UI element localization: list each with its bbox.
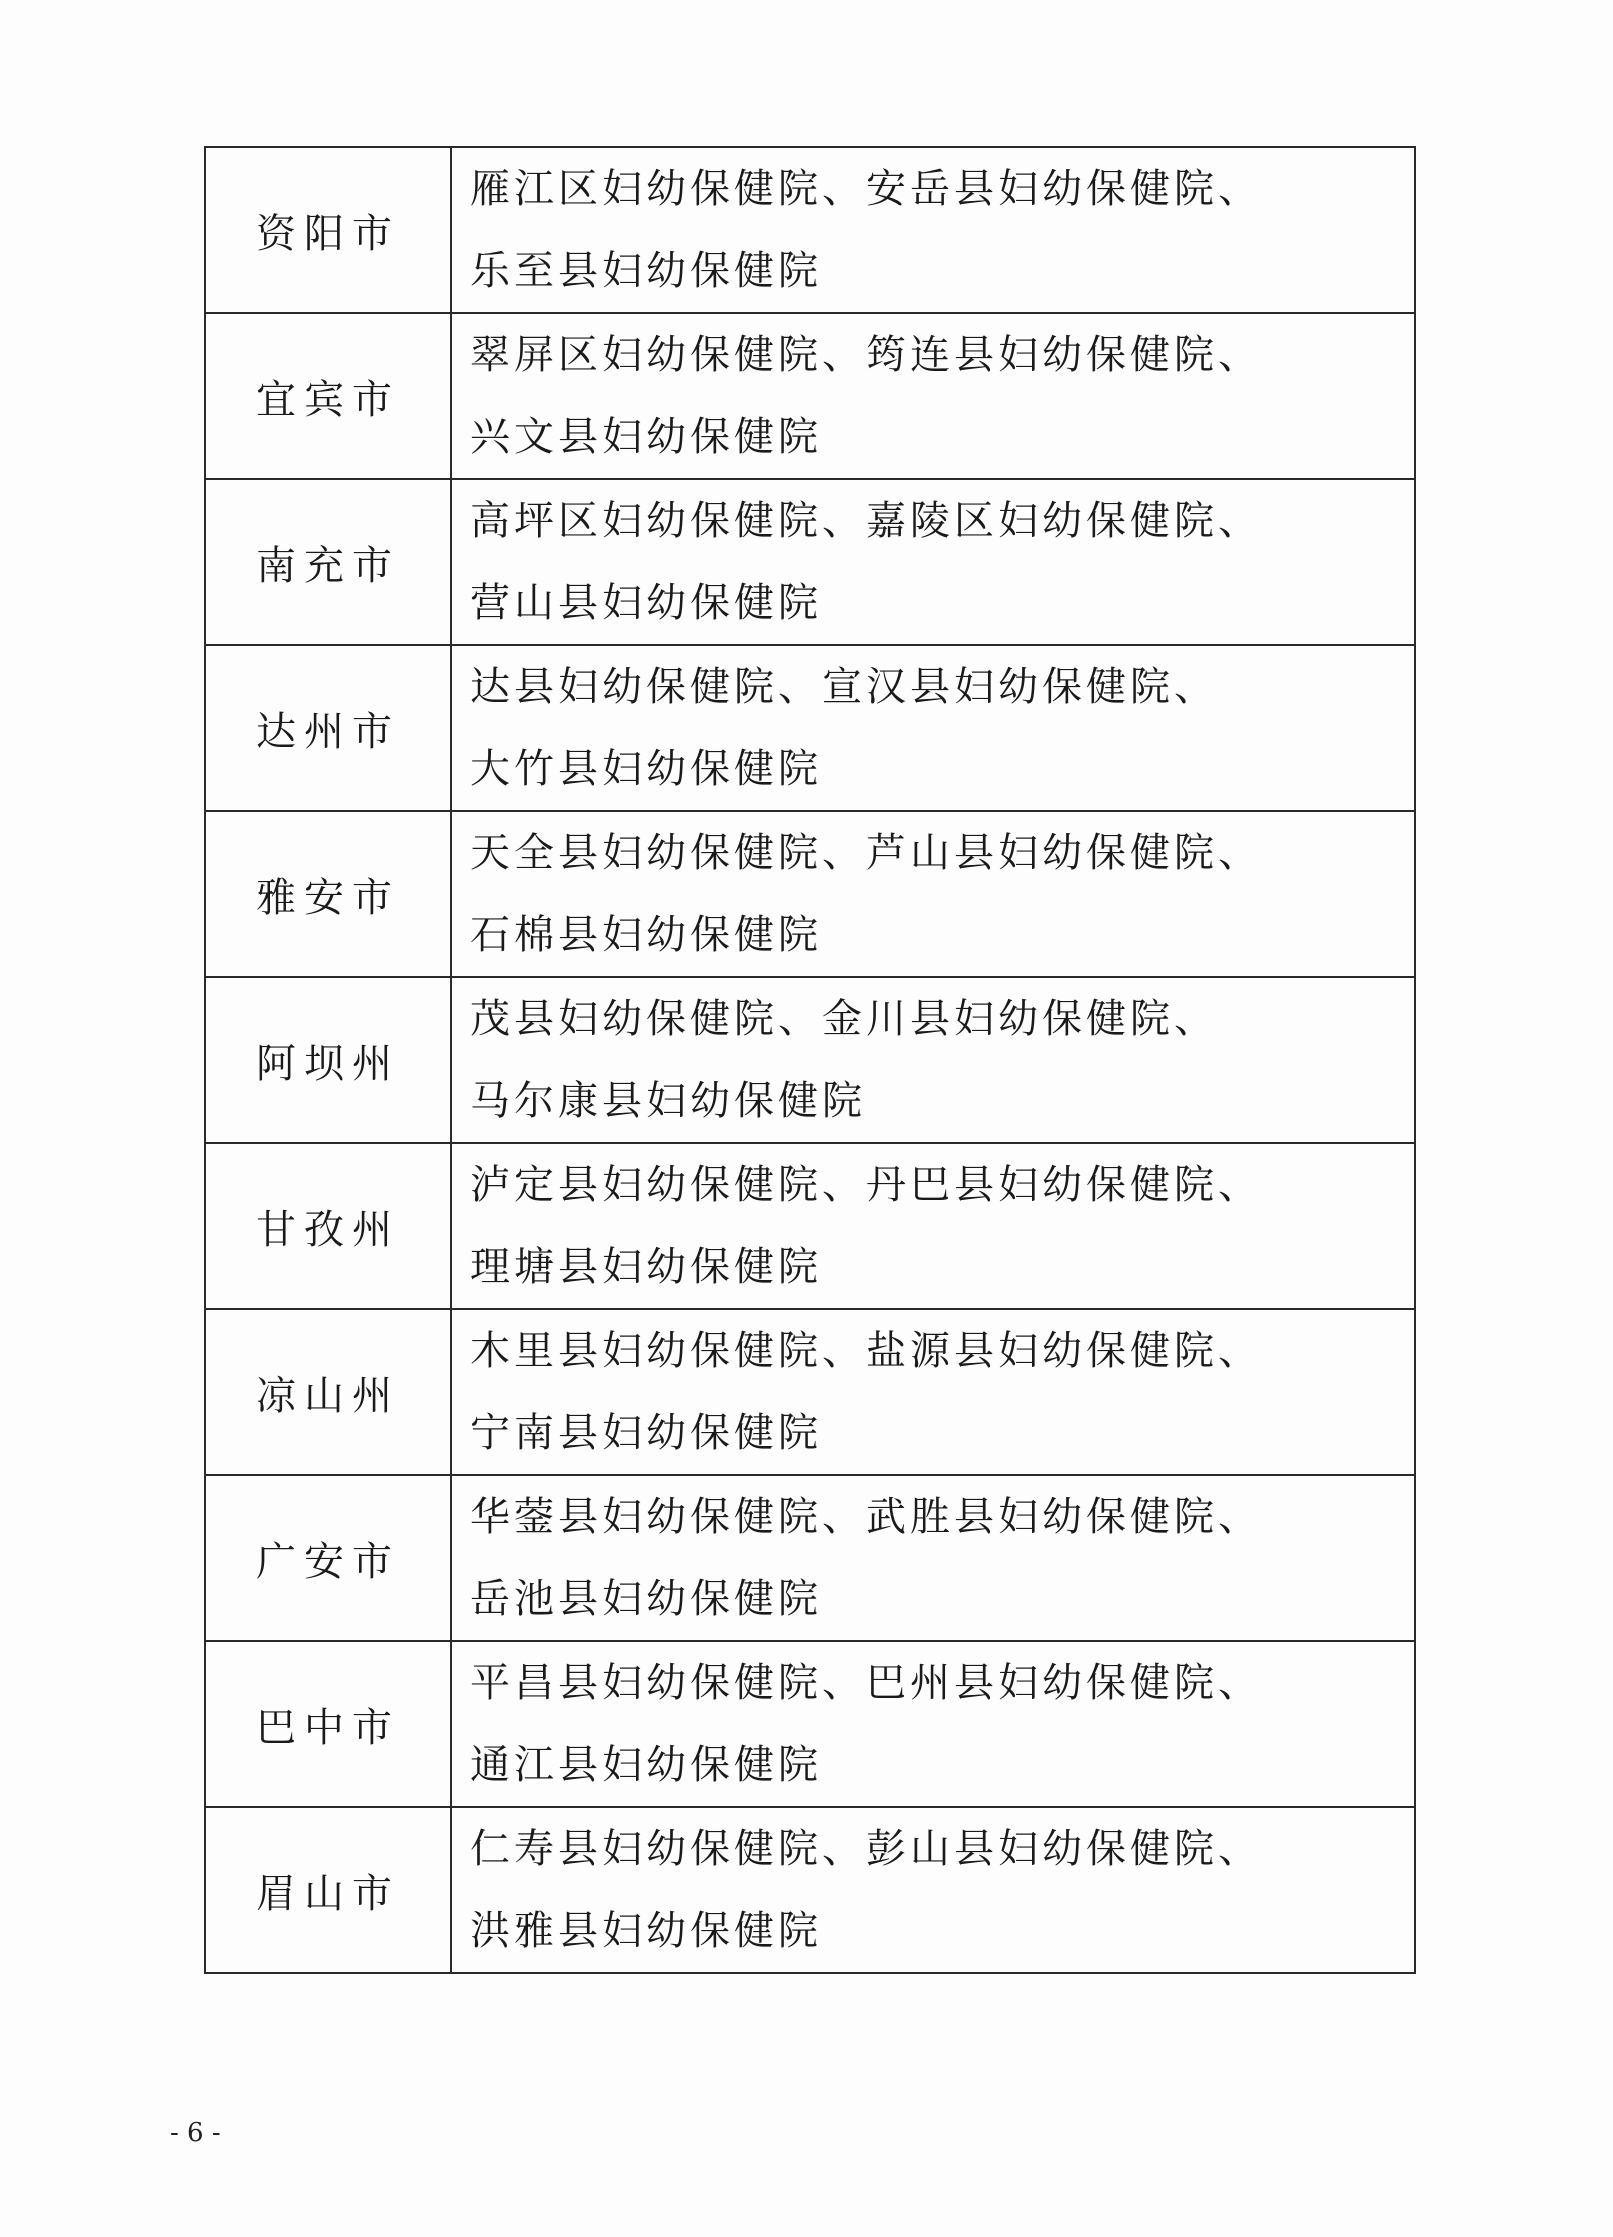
hospitals-line-1: 仁寿县妇幼保健院、彭山县妇幼保健院、 <box>470 1826 1262 1872</box>
hospitals-line-1: 泸定县妇幼保健院、丹巴县妇幼保健院、 <box>470 1162 1262 1208</box>
hospitals-cell <box>451 147 1415 313</box>
hospitals-cell <box>451 645 1415 811</box>
table-row <box>205 313 1415 479</box>
region-cell: 雅安市 <box>205 811 451 977</box>
hospitals-line-2: 洪雅县妇幼保健院 <box>470 1908 822 1954</box>
hospitals-line-2: 兴文县妇幼保健院 <box>470 414 822 460</box>
hospitals-line-2: 大竹县妇幼保健院 <box>470 746 822 792</box>
hospitals-line-1: 翠屏区妇幼保健院、筠连县妇幼保健院、 <box>470 332 1262 378</box>
table-row <box>205 1309 1415 1475</box>
table-row <box>205 1641 1415 1807</box>
hospitals-cell <box>451 1143 1415 1309</box>
hospitals-cell <box>451 479 1415 645</box>
hospitals-line-1: 雁江区妇幼保健院、安岳县妇幼保健院、 <box>470 166 1262 212</box>
hospitals-line-2: 通江县妇幼保健院 <box>470 1742 822 1788</box>
hospitals-line-1: 天全县妇幼保健院、芦山县妇幼保健院、 <box>470 830 1262 876</box>
hospitals-line-1: 茂县妇幼保健院、金川县妇幼保健院、 <box>470 996 1218 1042</box>
hospitals-line-1: 达县妇幼保健院、宣汉县妇幼保健院、 <box>470 664 1218 710</box>
hospitals-line-2: 石棉县妇幼保健院 <box>470 912 822 958</box>
hospitals-cell <box>451 1475 1415 1641</box>
hospitals-cell <box>451 1807 1415 1973</box>
hospitals-line-2: 马尔康县妇幼保健院 <box>470 1078 866 1124</box>
hospitals-cell <box>451 977 1415 1143</box>
hospitals-line-1: 木里县妇幼保健院、盐源县妇幼保健院、 <box>470 1328 1262 1374</box>
table-row <box>205 1807 1415 1973</box>
table-row <box>205 147 1415 313</box>
region-cell: 阿坝州 <box>205 977 451 1143</box>
region-cell: 南充市 <box>205 479 451 645</box>
region-cell: 广安市 <box>205 1475 451 1641</box>
region-cell: 凉山州 <box>205 1309 451 1475</box>
table-row <box>205 1143 1415 1309</box>
hospitals-line-1: 高坪区妇幼保健院、嘉陵区妇幼保健院、 <box>470 498 1262 544</box>
table-row <box>205 645 1415 811</box>
hospitals-line-1: 平昌县妇幼保健院、巴州县妇幼保健院、 <box>470 1660 1262 1706</box>
table-row <box>205 811 1415 977</box>
region-cell: 宜宾市 <box>205 313 451 479</box>
hospitals-line-1: 华蓥县妇幼保健院、武胜县妇幼保健院、 <box>470 1494 1262 1540</box>
table-row <box>205 977 1415 1143</box>
hospitals-line-2: 岳池县妇幼保健院 <box>470 1576 822 1622</box>
hospitals-cell <box>451 313 1415 479</box>
hospitals-line-2: 理塘县妇幼保健院 <box>470 1244 822 1290</box>
hospitals-cell <box>451 811 1415 977</box>
region-cell: 眉山市 <box>205 1807 451 1973</box>
region-cell: 巴中市 <box>205 1641 451 1807</box>
hospitals-cell <box>451 1641 1415 1807</box>
hospitals-line-2: 乐至县妇幼保健院 <box>470 248 822 294</box>
region-cell: 达州市 <box>205 645 451 811</box>
hospital-table <box>204 146 1416 1974</box>
region-cell: 资阳市 <box>205 147 451 313</box>
table-row <box>205 1475 1415 1641</box>
page-number: - 6 - <box>170 2118 221 2148</box>
hospitals-line-2: 营山县妇幼保健院 <box>470 580 822 626</box>
table-row <box>205 479 1415 645</box>
region-cell: 甘孜州 <box>205 1143 451 1309</box>
hospitals-line-2: 宁南县妇幼保健院 <box>470 1410 822 1456</box>
hospitals-cell <box>451 1309 1415 1475</box>
